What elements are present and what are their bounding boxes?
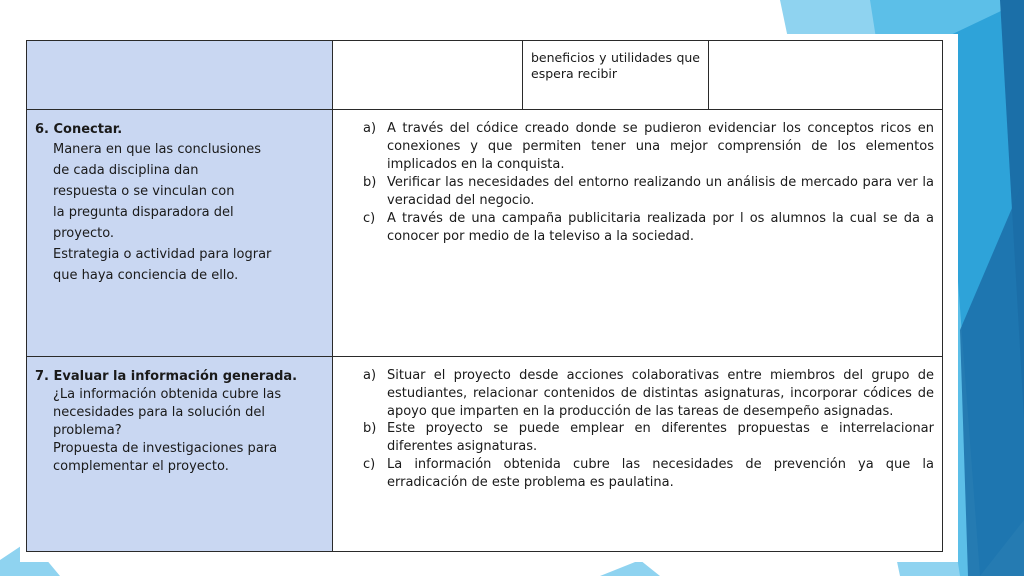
evaluate-title: 7. Evaluar la información generada.: [35, 369, 298, 384]
item-text: La información obtenida cubre las necesidades de prevención ya que la erradicación de este problema es paulatina.: [387, 456, 934, 490]
table-row: [27, 41, 943, 110]
benefits-text: beneficios y utilidades que espera recibir: [531, 50, 700, 81]
list-item: [363, 420, 934, 456]
evaluate-description-line: ¿La información obtenida cubre las: [53, 387, 282, 402]
table-cell: [333, 41, 523, 110]
connect-title: 6. Conectar.: [35, 122, 123, 137]
evaluate-answers-cell: [333, 357, 943, 552]
item-label: c): [363, 211, 376, 226]
evaluate-criterion-cell: [27, 357, 333, 552]
connect-description-line: proyecto.: [53, 226, 115, 241]
evaluate-description-line: Propuesta de investigaciones para: [53, 441, 278, 456]
list-item: [363, 367, 934, 420]
connect-description-line: respuesta o se vinculan con: [53, 184, 235, 199]
evaluate-description-line: problema?: [53, 423, 122, 438]
table-row: [27, 110, 943, 357]
item-text: A través de una campaña publicitaria realizada por l os alumnos la cual se da a conocer por medio de la televiso a la sociedad.: [387, 211, 934, 244]
list-item: [363, 174, 934, 210]
item-label: c): [363, 456, 376, 472]
item-label: b): [363, 421, 377, 437]
item-label: a): [363, 368, 377, 383]
connect-description-line: la pregunta disparadora del: [53, 205, 234, 220]
evaluate-description-line: necesidades para la solución del: [53, 405, 266, 420]
item-text: A través del códice creado donde se pudieron evidenciar los conceptos ricos en conexiones y que permiten tener una mejor comprensión de los elementos implicados en la conquista.: [387, 121, 934, 172]
item-text: Verificar las necesidades del entorno realizando un análisis de mercado para ver la veracidad del negocio.: [387, 175, 934, 208]
table-cell: [523, 41, 709, 110]
project-table: [26, 40, 943, 552]
list-item: [363, 210, 934, 246]
connect-description-line: Manera en que las conclusiones: [53, 142, 262, 157]
item-label: a): [363, 121, 377, 136]
item-text: Este proyecto se puede emplear en diferentes propuestas e interrelacionar diferentes asignaturas.: [387, 421, 934, 455]
table-row: [27, 357, 943, 552]
item-label: b): [363, 175, 377, 190]
list-item: [363, 456, 934, 492]
connect-description-line: que haya conciencia de ello.: [53, 268, 239, 283]
item-text: Situar el proyecto desde acciones colaborativas entre miembros del grupo de estudiantes, relacionar contenidos de distintas asignaturas, incorporar códices de apoyo que imparten en la producción de las tareas de desempeño asignadas.: [387, 368, 934, 419]
table-cell: [709, 41, 943, 110]
connect-description-line: de cada disciplina dan: [53, 163, 199, 178]
evaluate-description-line: complementar el proyecto.: [53, 459, 229, 474]
list-item: [363, 120, 934, 174]
table-cell-left: [27, 41, 333, 110]
connect-criterion-cell: [27, 110, 333, 357]
connect-description-line: Estrategia o actividad para lograr: [53, 247, 272, 262]
slide-content: [20, 34, 958, 562]
connect-answers-cell: [333, 110, 943, 357]
